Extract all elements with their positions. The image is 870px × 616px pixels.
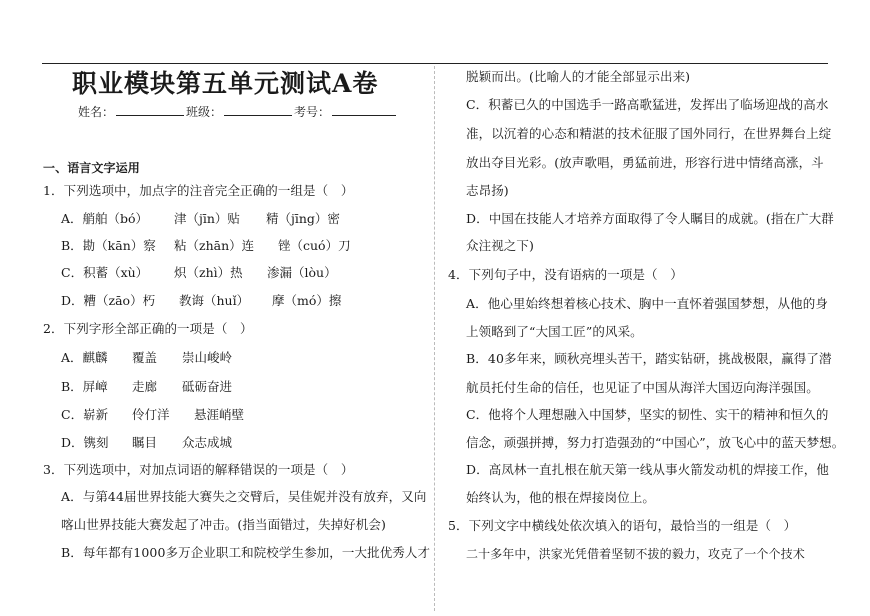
question-3-continued-line: 志昂扬): [466, 183, 509, 198]
option-item: 覆盖: [132, 350, 158, 365]
class-label: 班级：: [186, 105, 223, 119]
question-3-continued-line: 放出夺目光彩。(放声歌唱，勇猛前进，形容行进中情绪高涨，斗: [466, 155, 824, 170]
option-item: 伶仃洋: [132, 407, 170, 422]
question-4-line: 信念，顽强拼搏，努力打造强劲的“中国心”，放飞心中的蓝天梦想。: [466, 435, 845, 450]
question-4-line: C．他将个人理想融入中国梦，坚实的韧性、实干的精神和恒久的: [466, 407, 829, 422]
option-item: D．镌刻: [61, 435, 109, 450]
option-item: 渗漏（lòu）: [267, 265, 337, 280]
option-item: 走廊: [132, 379, 158, 394]
question-3-line: 喀山世界技能大赛发起了冲击。(指当面错过，失掉好机会): [61, 517, 386, 532]
question-4-line: A．他心里始终想着核心技术、胸中一直怀着强国梦想，从他的身: [466, 296, 828, 311]
exam-no-blank[interactable]: [332, 103, 396, 116]
question-4-line: D．高凤林一直扎根在航天第一线从事火箭发动机的焊接工作，他: [466, 462, 829, 477]
question-3-continued-line: C．积蓄已久的中国选手一路高歌猛进，发挥出了临场迎战的高水: [466, 97, 829, 112]
question-3-continued-line: 脱颖而出。(比喻人的才能全部显示出来): [466, 69, 691, 84]
name-label: 姓名：: [78, 105, 115, 119]
name-blank[interactable]: [116, 103, 184, 116]
question-4-line: 上领略到了“大国工匠”的风采。: [466, 324, 643, 339]
option-item: B．勘（kān）察: [61, 238, 156, 253]
question-3-line: A．与第44届世界技能大赛失之交臂后，吴佳妮并没有放弃，又向: [61, 489, 427, 504]
question-3-line: B．每年都有1000多万企业职工和院校学生参加，一大批优秀人才: [61, 545, 431, 560]
option-item: C．崭新: [61, 407, 109, 422]
column-divider: [434, 66, 435, 611]
class-blank[interactable]: [224, 103, 292, 116]
option-item: 摩（mó）擦: [272, 293, 342, 308]
question-5-stem: 5．下列文字中横线处依次填入的语句，最恰当的一组是（ ）: [448, 518, 797, 533]
student-info-line: [78, 103, 398, 120]
question-4-line: 始终认为，他的根在焊接岗位上。: [466, 490, 656, 505]
option-item: 崇山峻岭: [182, 350, 233, 365]
page-title: 职业模块第五单元测试A卷: [72, 69, 379, 98]
option-item: C．积蓄（xù）: [61, 265, 149, 280]
question-3-continued-line: 准，以沉着的心态和精湛的技术征服了国外同行，在世界舞台上绽: [466, 126, 832, 141]
option-item: A．艄舶（bó）: [61, 211, 149, 226]
header-rule: [42, 63, 828, 64]
option-item: 教诲（huǐ）: [179, 293, 250, 308]
option-item: 粘（zhān）连: [174, 238, 255, 253]
question-1-stem: 1．下列选项中，加点字的注音完全正确的一组是（ ）: [43, 183, 354, 198]
option-item: 砥砺奋进: [182, 379, 233, 394]
option-item: 炽（zhì）热: [174, 265, 243, 280]
option-item: 瞩目: [132, 435, 158, 450]
option-item: 精（jīng）密: [266, 211, 340, 226]
option-item: B．屏嶂: [61, 379, 108, 394]
option-item: 津（jīn）贴: [174, 211, 240, 226]
option-item: 悬涯峭壁: [194, 407, 245, 422]
question-3-continued-line: D．中国在技能人才培养方面取得了令人瞩目的成就。(指在广大群: [466, 211, 834, 226]
option-item: A．麒麟: [61, 350, 108, 365]
option-item: 众志成城: [182, 435, 233, 450]
question-4-line: B．40多年来，顾秋亮埋头苦干，踏实钻研，挑战极限，赢得了潜: [466, 351, 832, 366]
question-2-stem: 2．下列字形全部正确的一项是（ ）: [43, 321, 253, 336]
option-item: 锉（cuó）刀: [278, 238, 351, 253]
question-3-continued-line: 众注视之下): [466, 238, 534, 253]
question-4-line: 航员托付生命的信任，也见证了中国从海洋大国迈向海洋强国。: [466, 380, 819, 395]
question-3-stem: 3．下列选项中，对加点词语的解释错误的一项是（ ）: [43, 462, 354, 477]
exam-no-label: 考号：: [294, 105, 331, 119]
section-heading: 一、语言文字运用: [43, 161, 140, 175]
option-item: D．糟（zāo）朽: [61, 293, 156, 308]
question-5-passage: 二十多年中，洪家光凭借着坚韧不拔的毅力，攻克了一个个技术: [466, 547, 805, 561]
question-4-stem: 4．下列句子中，没有语病的一项是（ ）: [448, 267, 683, 282]
